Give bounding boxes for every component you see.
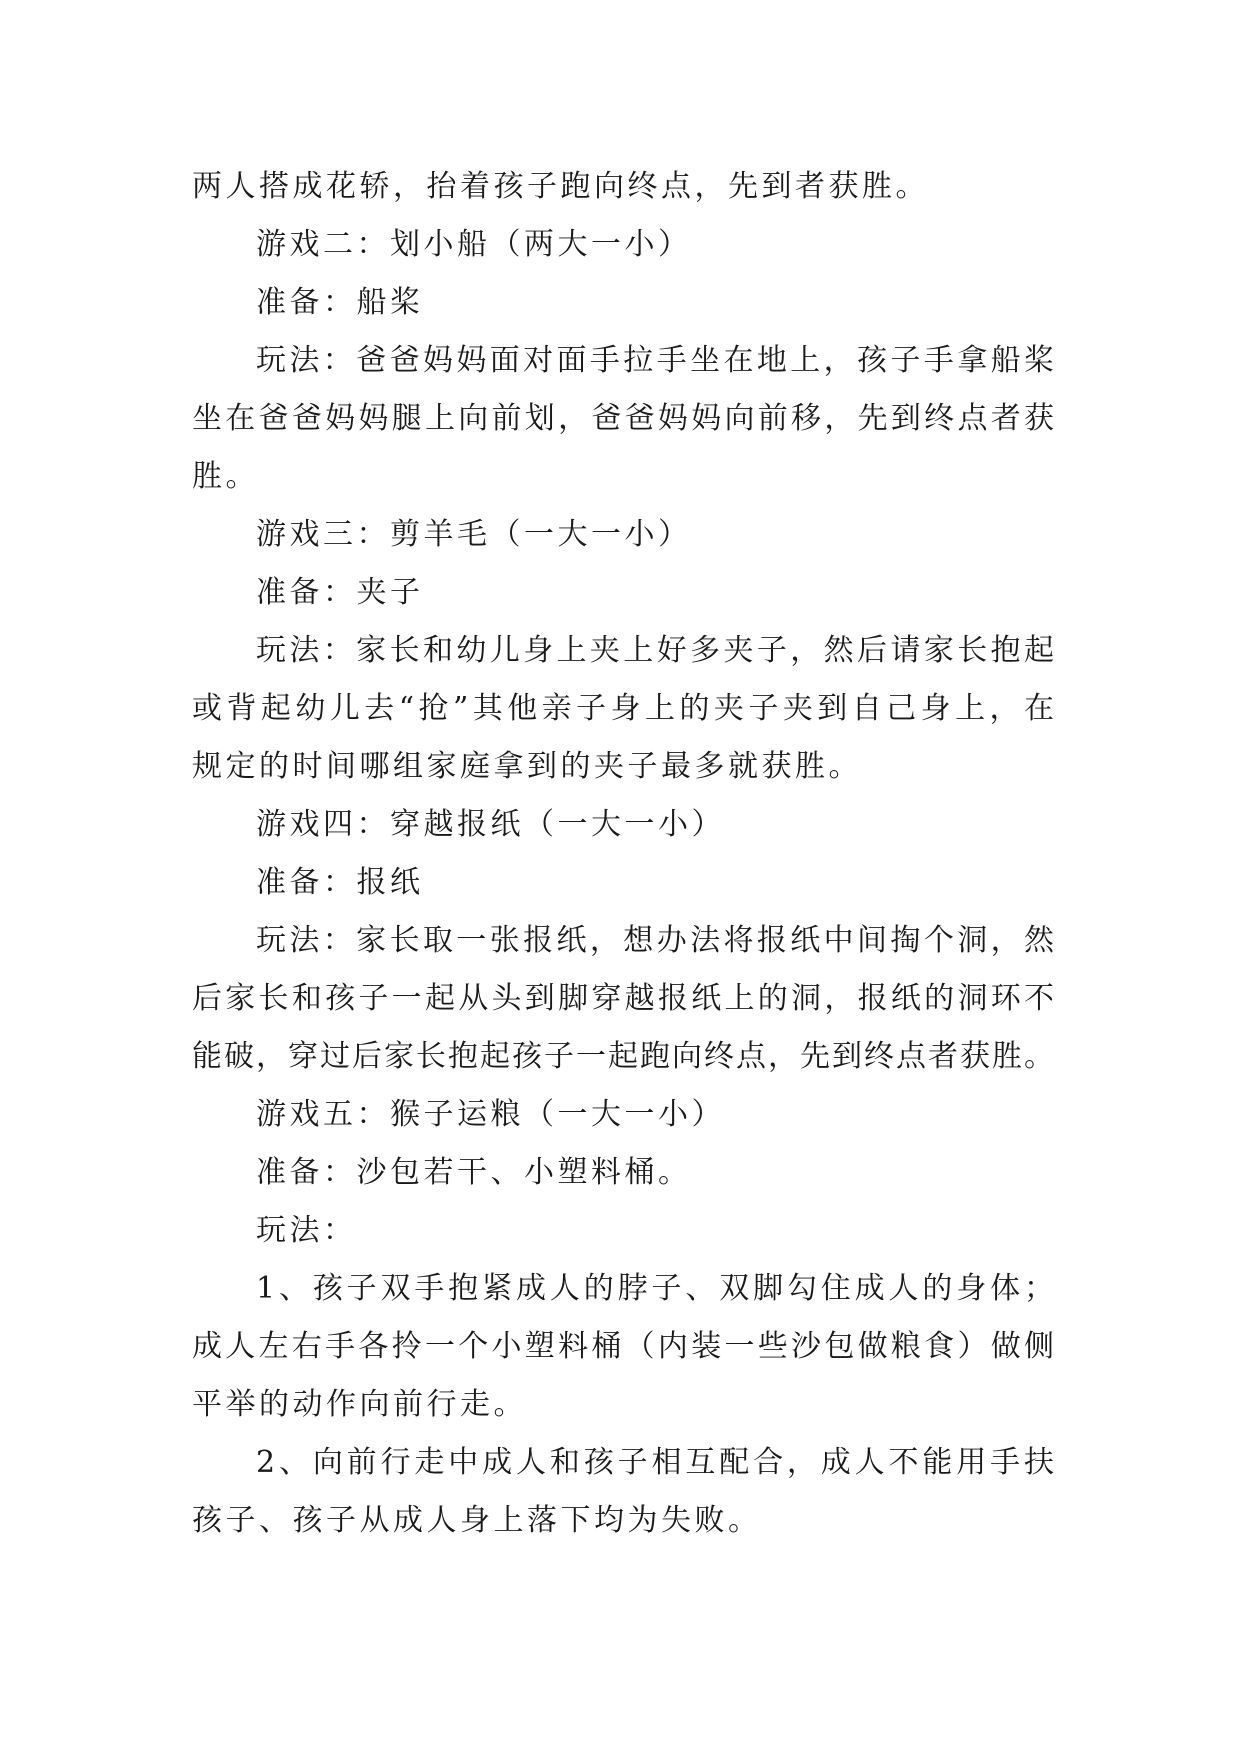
- text-line: 规定的时间哪组家庭拿到的夹子最多就获胜。: [192, 749, 862, 784]
- game-four-rules: 玩法：家长取一张报纸，想办法将报纸中间掏个洞，然: [256, 923, 1054, 958]
- game-three-heading: 游戏三：剪羊毛（一大一小）: [256, 517, 692, 552]
- text-line: 孩子、孩子从成人身上落下均为失败。: [192, 1503, 762, 1538]
- game-three-prep: 准备：夹子: [256, 575, 424, 610]
- text-line: 胜。: [192, 459, 259, 494]
- game-three-rules: 玩法：家长和幼儿身上夹上好多夹子，然后请家长抱起: [256, 633, 1054, 668]
- text-line: 两人搭成花轿，抬着孩子跑向终点，先到者获胜。: [192, 169, 929, 204]
- game-four-prep: 准备：报纸: [256, 865, 424, 900]
- rule-item-1: 1、孩子双手抱紧成人的脖子、双脚勾住成人的身体；: [256, 1271, 1054, 1306]
- game-five-rules-label: 玩法：: [256, 1213, 357, 1248]
- game-two-rules: 玩法：爸爸妈妈面对面手拉手坐在地上，孩子手拿船桨: [256, 343, 1054, 378]
- text-line: 后家长和孩子一起从头到脚穿越报纸上的洞，报纸的洞环不: [192, 981, 1054, 1016]
- game-two-heading: 游戏二：划小船（两大一小）: [256, 227, 692, 262]
- game-four-heading: 游戏四：穿越报纸（一大一小）: [256, 807, 725, 842]
- text-line: 或背起幼儿去“抢”其他亲子身上的夹子夹到自己身上，在: [192, 691, 1054, 726]
- text-line: 能破，穿过后家长抱起孩子一起跑向终点，先到终点者获胜。: [192, 1039, 1054, 1074]
- rule-item-2: 2、向前行走中成人和孩子相互配合，成人不能用手扶: [256, 1445, 1054, 1480]
- document-body: [192, 158, 1054, 1550]
- text-line: 坐在爸爸妈妈腿上向前划，爸爸妈妈向前移，先到终点者获: [192, 401, 1054, 436]
- game-five-prep: 准备：沙包若干、小塑料桶。: [256, 1155, 692, 1190]
- game-two-prep: 准备：船桨: [256, 285, 424, 320]
- text-line: 成人左右手各拎一个小塑料桶（内装一些沙包做粮食）做侧: [192, 1329, 1054, 1364]
- text-line: 平举的动作向前行走。: [192, 1387, 527, 1422]
- game-five-heading: 游戏五：猴子运粮（一大一小）: [256, 1097, 725, 1132]
